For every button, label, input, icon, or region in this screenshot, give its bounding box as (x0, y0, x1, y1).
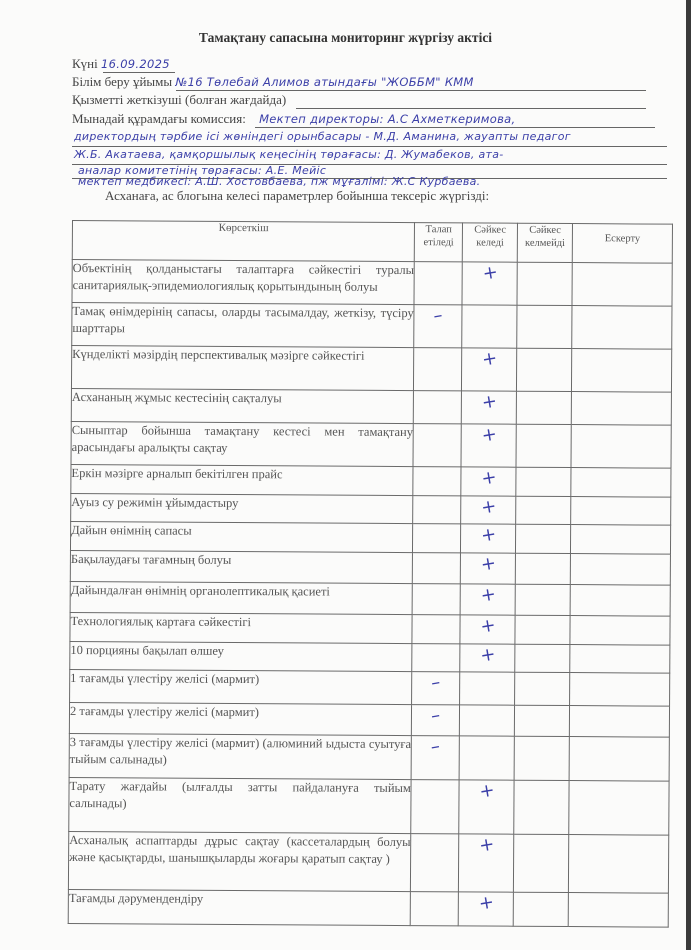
header-note: Ескерту (572, 224, 672, 264)
inspection-intro: Асханаға, ас блогына келесі параметрлер бойынша тексеріс жүргізді: (105, 188, 490, 203)
indicator-cell: 2 тағамды үлестіру желісі (мармит) (69, 702, 411, 735)
supplier-label: Қызметті жеткізуші (болған жағдайда) (72, 92, 287, 107)
table-row (70, 669, 670, 706)
table-row (70, 550, 670, 585)
required-cell[interactable] (411, 892, 459, 926)
table-row (71, 388, 671, 425)
not-complies-cell[interactable] (515, 644, 570, 672)
not-complies-cell[interactable] (516, 467, 571, 496)
required-cell[interactable] (412, 584, 460, 615)
indicator-cell: Технологиялық картаға сәйкестігі (70, 612, 412, 643)
table-row (68, 889, 668, 927)
note-cell[interactable] (571, 497, 671, 526)
commission-line-2[interactable]: директордың тәрбие ісі жөніндегі орынбасары - М.Д. Аманина, жауапты педагог (74, 130, 571, 143)
table-row (69, 777, 669, 835)
date-underline (103, 72, 175, 73)
indicator-cell: Күнделікті мәзірдің перспективалық мәзірге сәйкестігі (71, 346, 414, 391)
complies-cell[interactable] (460, 705, 515, 736)
note-cell[interactable] (569, 781, 669, 836)
organization-value[interactable]: №16 Төлебай Алимов атындағы "ЖОББМ" КММ (175, 75, 474, 89)
table-row (68, 831, 668, 893)
required-cell[interactable] (412, 615, 460, 644)
complies-cell[interactable]: + (462, 391, 517, 424)
required-cell[interactable] (411, 834, 459, 892)
note-cell[interactable] (571, 525, 671, 555)
not-complies-cell[interactable] (517, 348, 572, 391)
header-not-complies: Сәйкес келмейді (517, 223, 572, 262)
not-complies-cell[interactable] (514, 834, 569, 892)
organization-label: Білім беру ұйымы (72, 74, 173, 89)
required-cell[interactable]: – (414, 305, 462, 348)
table-row (70, 521, 670, 554)
not-complies-cell[interactable] (515, 584, 570, 615)
required-cell[interactable] (414, 348, 462, 391)
note-cell[interactable] (569, 835, 669, 894)
not-complies-cell[interactable] (513, 892, 568, 926)
note-cell[interactable] (570, 585, 670, 617)
commission-field (72, 111, 515, 127)
table-row (69, 733, 669, 781)
indicator-cell: Тағамды дәрумендендіру (68, 889, 411, 925)
complies-cell[interactable]: + (460, 615, 515, 644)
table-row (71, 464, 671, 497)
supplier-field (72, 92, 286, 108)
indicator-cell: Тамақ өнімдерінің сапасы, оларды тасымалдау, жеткізу, түсіру шарттары (72, 303, 415, 348)
not-complies-cell[interactable] (514, 780, 569, 834)
date-field (72, 56, 170, 72)
table-row (70, 581, 670, 616)
document-title: Тамақтану сапасына мониторинг жүргізу актісі (198, 30, 493, 45)
required-cell[interactable]: – (412, 672, 460, 705)
not-complies-cell[interactable] (516, 424, 571, 467)
required-cell[interactable] (414, 391, 462, 424)
table-row (69, 702, 669, 737)
note-cell[interactable] (569, 706, 669, 738)
note-cell[interactable] (572, 349, 672, 393)
complies-cell[interactable]: + (461, 496, 516, 524)
commission-line-3[interactable]: Ж.Б. Акатаева, қамқоршылық кеңесінің төрағасы: Д. Жумабеков, ата- (74, 148, 504, 161)
header-complies: Сәйкес келеді (463, 223, 518, 262)
not-complies-cell[interactable] (515, 705, 570, 736)
commission-line-5[interactable]: мектеп медбикесі: А.Ш. Хостовбаева, пж мұғалімі: Ж.С Курбаева. (78, 175, 481, 188)
date-value[interactable]: 16.09.2025 (101, 57, 170, 71)
commission-underline-1 (255, 127, 655, 128)
required-cell[interactable] (413, 553, 461, 584)
indicator-cell: Еркін мәзірге арналып бекітілген прайс (71, 464, 413, 495)
complies-cell[interactable]: + (461, 553, 516, 584)
required-cell[interactable] (411, 780, 459, 834)
table-row (71, 346, 671, 393)
indicator-cell: Асханалық аспаптарды дұрыс сақтау (кассеталардың болуы және қасықтарды, шанышқыларды жоғары қаратып сақтау ) (68, 831, 411, 891)
note-cell[interactable] (568, 893, 668, 928)
indicator-cell: Сыныптар бойынша тамақтану кестесі мен тамақтану арасындағы аралықты сақтау (71, 421, 414, 466)
indicator-cell: Бақылаудағы тағамның болуы (70, 550, 412, 583)
organization-underline (176, 90, 646, 91)
not-complies-cell[interactable] (516, 391, 571, 424)
complies-cell[interactable]: + (461, 424, 516, 467)
not-complies-cell[interactable] (516, 524, 571, 553)
required-cell[interactable] (412, 644, 460, 672)
indicator-cell: Дайындалған өнімнің органолептикалық қасиеті (70, 581, 412, 614)
supplier-underline (296, 108, 646, 109)
not-complies-cell[interactable] (517, 305, 572, 348)
commission-line-4[interactable]: аналар комитетінің төрағасы: А.Е. Мейіс (78, 164, 327, 177)
not-complies-cell[interactable] (515, 615, 570, 644)
complies-cell[interactable]: + (460, 644, 515, 672)
complies-cell[interactable]: + (461, 467, 516, 496)
indicator-cell: Объектінің қолданыстағы талаптарға сәйкестігі туралы санитариялық-эпидемиологиялық қорытындының болуы (72, 260, 415, 305)
not-complies-cell[interactable] (517, 262, 572, 305)
complies-cell[interactable]: + (462, 262, 517, 305)
note-cell[interactable] (571, 468, 671, 498)
complies-cell[interactable]: + (461, 524, 516, 553)
note-cell[interactable] (570, 645, 670, 674)
not-complies-cell[interactable] (515, 672, 570, 705)
complies-cell[interactable] (459, 736, 514, 780)
required-cell[interactable]: – (412, 705, 460, 736)
organization-field (72, 74, 474, 90)
complies-cell[interactable]: + (460, 584, 515, 615)
header-indicator: Көрсеткіш (72, 221, 415, 262)
table-row (70, 612, 670, 645)
complies-cell[interactable]: + (462, 348, 517, 391)
commission-label: Мынадай құрамдағы комиссия: (72, 111, 246, 126)
required-cell[interactable] (413, 424, 461, 467)
complies-cell[interactable]: + (459, 780, 514, 834)
indicator-cell: 10 порцияны бақылап өлшеу (70, 641, 412, 671)
table-header-row (72, 221, 672, 264)
indicator-cell: Дайын өнімнің сапасы (70, 521, 412, 552)
indicator-cell: 3 тағамды үлестіру желісі (мармит) (алюминий ыдыста суытуға тыйым салынады) (69, 733, 412, 779)
table-row (70, 641, 670, 673)
indicator-cell: Тарату жағдайы (ылғалды затты пайдалануға тыйым салынады) (69, 777, 412, 833)
complies-cell[interactable] (460, 672, 515, 705)
table-row (71, 493, 671, 525)
note-cell[interactable] (569, 737, 669, 782)
required-cell[interactable]: – (411, 736, 459, 780)
required-cell[interactable] (413, 496, 461, 524)
complies-cell[interactable] (462, 305, 517, 348)
not-complies-cell[interactable] (516, 496, 571, 524)
required-cell[interactable] (414, 262, 462, 305)
note-cell[interactable] (570, 554, 670, 586)
scan-edge (686, 0, 691, 950)
required-cell[interactable] (413, 467, 461, 496)
table-row (72, 303, 672, 350)
note-cell[interactable] (571, 425, 671, 469)
required-cell[interactable] (413, 524, 461, 553)
note-cell[interactable] (572, 263, 672, 307)
date-label: Күні (72, 56, 98, 71)
not-complies-cell[interactable] (515, 553, 570, 584)
table-row (71, 421, 671, 468)
indicator-cell: Ауыз су режимін ұйымдастыру (71, 493, 413, 523)
inspection-table (68, 220, 673, 928)
commission-underline-2 (72, 146, 667, 147)
complies-cell[interactable]: + (459, 834, 514, 892)
indicator-cell: 1 тағамды үлестіру желісі (мармит) (70, 669, 413, 704)
indicator-cell: Асхананың жұмыс кестесінің сақталуы (71, 388, 414, 423)
complies-cell[interactable]: + (458, 892, 513, 926)
note-cell[interactable] (571, 392, 671, 426)
note-cell[interactable] (572, 306, 672, 350)
note-cell[interactable] (570, 616, 670, 646)
commission-line-1[interactable]: Мектеп директоры: А.С Ахметкеримова, (259, 112, 516, 126)
note-cell[interactable] (570, 673, 670, 707)
not-complies-cell[interactable] (514, 736, 569, 780)
table-row (72, 260, 672, 307)
header-required: Талап етіледі (415, 223, 463, 262)
